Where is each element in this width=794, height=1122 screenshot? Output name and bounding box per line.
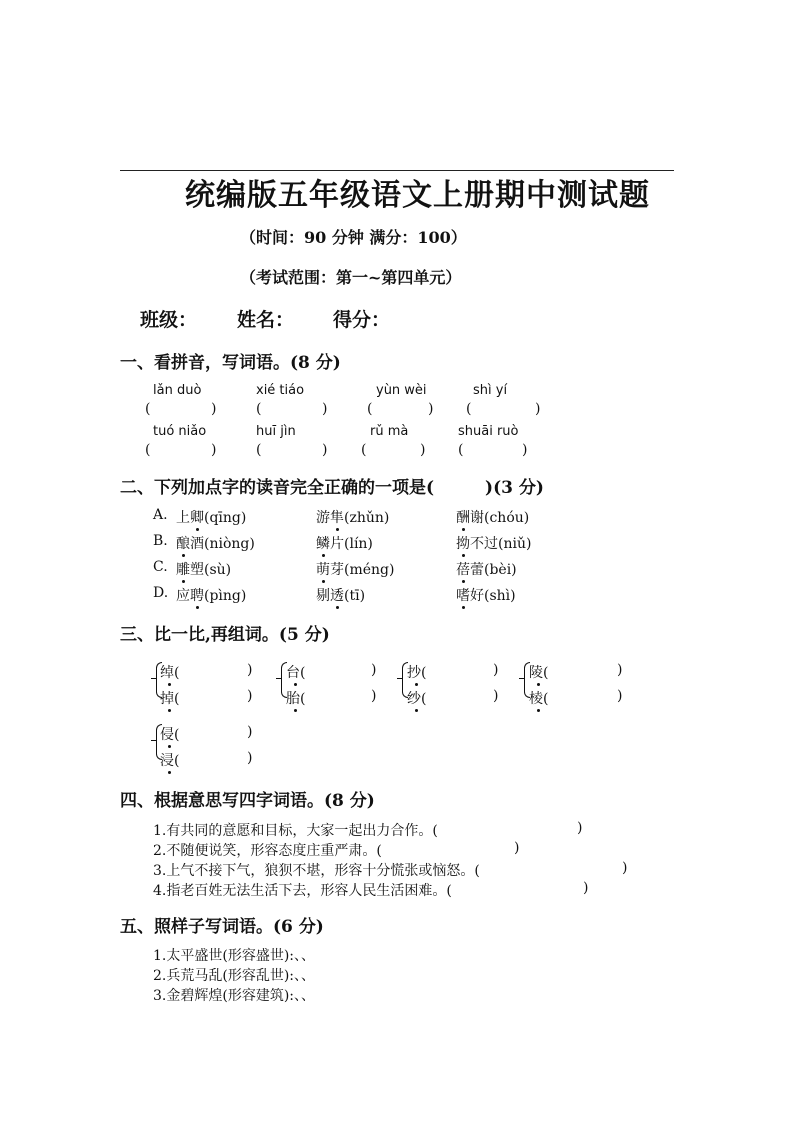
section-1-title: 一、看拼音，写词语。(8 分) xyxy=(120,353,341,373)
answer-paren-open: ( xyxy=(458,442,464,458)
answer-paren-close: ) xyxy=(583,880,589,896)
question-line: 4.指老百姓无法生活下去，形容人民生活困难。( xyxy=(153,883,452,899)
answer-paren-close: ) xyxy=(322,401,328,417)
question-line: 1.太平盛世(形容盛世):、、 xyxy=(153,948,315,964)
answer-paren-close: ) xyxy=(514,840,520,856)
question-line: 3.金碧辉煌(形容建筑):、、 xyxy=(153,988,315,1004)
word-pair-char: 侵( xyxy=(160,724,179,744)
answer-paren-close: ) xyxy=(247,688,253,704)
answer-paren-close: ) xyxy=(322,442,328,458)
word-pair-char: 台( xyxy=(286,662,305,682)
question-line: 3.上气不接下气，狼狈不堪，形容十分慌张或恼怒。( xyxy=(153,863,480,879)
answer-paren-close: ) xyxy=(617,662,623,678)
answer-paren-close: ) xyxy=(577,820,583,836)
answer-paren-close: ) xyxy=(371,662,377,678)
word-pair-char: 抄( xyxy=(407,662,426,682)
answer-paren-close: ) xyxy=(522,442,528,458)
answer-paren-open: ( xyxy=(256,401,262,417)
answer-paren-close: ) xyxy=(428,401,434,417)
option-item: 鳞片(lín) xyxy=(316,533,373,553)
section-4-title: 四、根据意思写四字词语。(8 分) xyxy=(120,791,375,811)
option-item: 游隼(zhǔn) xyxy=(316,507,389,527)
answer-paren-open: ( xyxy=(466,401,472,417)
answer-paren-close: ) xyxy=(622,860,628,876)
section-2-title: 二、下列加点字的读音完全正确的一项是( )(3 分) xyxy=(120,478,544,498)
option-item: 萌芽(méng) xyxy=(316,559,394,579)
option-item: 雕塑(sù) xyxy=(176,559,231,579)
option-item: 嗜好(shì) xyxy=(456,585,516,605)
pinyin-item: xié tiáo xyxy=(256,383,305,398)
answer-paren-open: ( xyxy=(367,401,373,417)
answer-paren-open: ( xyxy=(361,442,367,458)
answer-paren-open: ( xyxy=(145,401,151,417)
class-label: 班级： xyxy=(140,309,198,331)
answer-paren-open: ( xyxy=(145,442,151,458)
word-pair-char: 绰( xyxy=(160,662,179,682)
option-item: 酬谢(chóu) xyxy=(456,507,529,527)
question-line: 2.不随便说笑，形容态度庄重严肃。( xyxy=(153,843,382,859)
pinyin-item: lǎn duò xyxy=(153,383,202,398)
word-pair-char: 纱( xyxy=(407,688,426,708)
answer-paren-close: ) xyxy=(211,401,217,417)
option-label: D. xyxy=(153,585,169,601)
answer-paren-close: ) xyxy=(535,401,541,417)
pinyin-item: shuāi ruò xyxy=(458,424,519,439)
question-line: 1.有共同的意愿和目标，大家一起出力合作。( xyxy=(153,823,438,839)
name-label: 姓名： xyxy=(237,309,295,331)
word-pair-char: 胎( xyxy=(286,688,305,708)
pinyin-item: rǔ mà xyxy=(370,424,409,439)
answer-paren-close: ) xyxy=(617,688,623,704)
option-item: 酿酒(niòng) xyxy=(176,533,255,553)
answer-paren-close: ) xyxy=(247,724,253,740)
answer-paren-open: ( xyxy=(256,442,262,458)
answer-paren-close: ) xyxy=(247,662,253,678)
word-pair-char: 棱( xyxy=(529,688,548,708)
pinyin-item: yùn wèi xyxy=(376,383,427,398)
time-info: （时间：90 分钟 满分：100） xyxy=(240,228,467,247)
section-3-title: 三、比一比,再组词。(5 分) xyxy=(120,625,330,645)
answer-paren-close: ) xyxy=(493,662,499,678)
answer-paren-close: ) xyxy=(371,688,377,704)
section-5-title: 五、照样子写词语。(6 分) xyxy=(120,917,324,937)
option-item: 蓓蕾(bèi) xyxy=(456,559,517,579)
answer-paren-close: ) xyxy=(247,750,253,766)
pinyin-item: tuó niǎo xyxy=(153,424,207,439)
answer-paren-close: ) xyxy=(493,688,499,704)
word-pair-char: 掉( xyxy=(160,688,179,708)
option-item: 拗不过(niǔ) xyxy=(456,533,531,553)
word-pair-char: 浸( xyxy=(160,750,179,770)
option-item: 上卿(qīng) xyxy=(176,507,246,527)
pinyin-item: shì yí xyxy=(473,383,508,398)
option-item: 剔透(tī) xyxy=(316,585,365,605)
option-label: A. xyxy=(153,507,168,523)
question-line: 2.兵荒马乱(形容乱世):、、 xyxy=(153,968,315,984)
page-title: 统编版五年级语文上册期中测试题 xyxy=(185,178,650,213)
option-item: 应聘(pìng) xyxy=(176,585,246,605)
word-pair-char: 陵( xyxy=(529,662,548,682)
answer-paren-close: ) xyxy=(420,442,426,458)
option-label: B. xyxy=(153,533,168,549)
answer-paren-close: ) xyxy=(211,442,217,458)
option-label: C. xyxy=(153,559,168,575)
pinyin-item: huī jìn xyxy=(256,424,296,439)
exam-scope: （考试范围：第一~第四单元） xyxy=(240,268,462,287)
score-label: 得分： xyxy=(333,309,391,331)
